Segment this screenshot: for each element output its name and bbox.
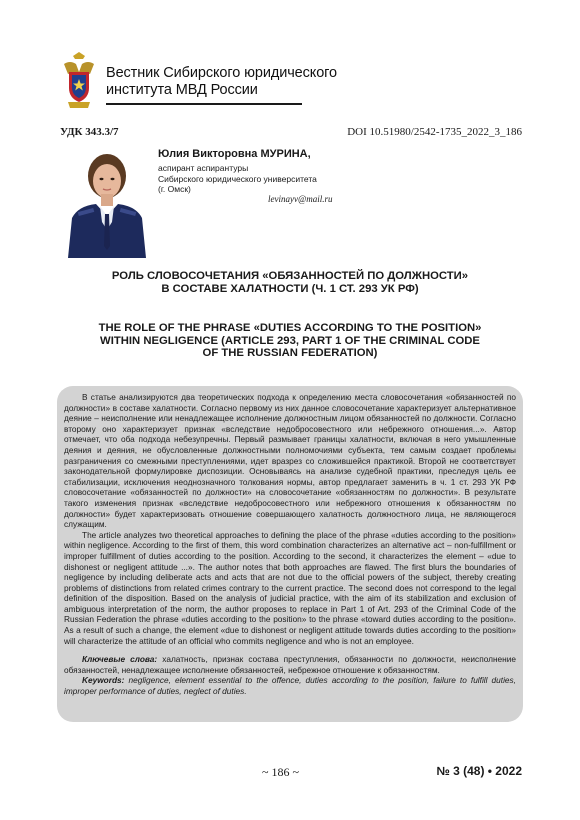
title-ru-line-2: В СОСТАВЕ ХАЛАТНОСТИ (Ч. 1 СТ. 293 УК РФ) [161, 283, 419, 295]
author-name: Юлия Викторовна МУРИНА, [158, 148, 311, 160]
issue-label: № 3 (48) • 2022 [436, 764, 522, 778]
keywords-en [64, 675, 516, 696]
abstract-ru: В статье анализируются два теоретических подхода к определению места словосочетания «обязанностей по должности» в составе халатности. Согласно первому из них данное словосочетание характеризует альтернативное деяние – неисполнение или ненадлежащее исполнение должностным лицом обязанностей по должности. Согласно второму оно характеризует признак «вследствие недобросовестного или небрежного отношения...». Автор отмечает, что оба подхода небезупречны. Первый размывает границы халатности, включая в него умышленные деяния и деяния, не обусловленные должностными полномочиями субъекта, тем самым создает проблемы разграничения со смежными преступлениями, идет вразрез со сложившейся практикой. Второй не соответствует законодательной формулировке диспозиции. Основываясь на анализе судебной практики, преследуя цель ее стабилизации, исключения неоднозначного толкования нормы, автор предлагает заменить в ч. 1 ст. 293 УК РФ словосочетание «обязанностей по должности» на словосочетание «обязанностям по должности». В результате такого изменения признак «вследствие недобросовестного или небрежного отношения к обязанностям по должности» будет характеризовать отношение совершающего халатность должностного лица, не являющегося служащим. [64, 392, 516, 530]
journal-header [60, 50, 360, 115]
author-affiliation: Сибирского юридического университета [158, 173, 317, 184]
journal-title [106, 65, 337, 99]
title-ru-line-1: РОЛЬ СЛОВОСОЧЕТАНИЯ «ОБЯЗАННОСТЕЙ ПО ДОЛЖНОСТИ» [111, 270, 469, 282]
title-en-line-3: OF THE RUSSIAN FEDERATION) [202, 347, 378, 359]
article-title-ru [60, 270, 520, 296]
title-en-line-1: THE ROLE OF THE PHRASE «DUTIES ACCORDING TO THE POSITION» [98, 322, 482, 334]
header-divider [106, 103, 302, 105]
author-photo [62, 146, 152, 258]
abstract-panel [57, 386, 523, 722]
keywords-ru [64, 654, 516, 675]
journal-emblem-icon [60, 50, 98, 112]
keywords-en-text: negligence, element essential to the offence, duties according to the position, failure to fulfill duties, improper performance of duties, neglect of duties. [64, 675, 516, 697]
abstract-content [64, 392, 516, 697]
doi-identifier: DOI 10.51980/2542-1735_2022_3_186 [347, 126, 522, 138]
title-en-line-2: WITHIN NEGLIGENCE (ARTICLE 293, PART 1 OF THE CRIMINAL CODE [100, 334, 480, 347]
keywords-ru-text: халатность, признак состава преступления, обязанности по должности, неисполнение обязанностей, ненадлежащее исполнение обязанностей, небрежное отношение к обязанностям. [64, 654, 516, 675]
page-number: ~ 186 ~ [262, 765, 299, 779]
udk-code: УДК 343.3/7 [60, 126, 119, 138]
keywords-en-label: Keywords: [82, 675, 125, 686]
journal-title-line-1: Вестник Сибирского юридического [106, 65, 338, 81]
abstract-en: The article analyzes two theoretical approaches to defining the place of the phrase «duties according to the position» within negligence. According to the first of them, this word combination characterizes an alternative act – non-fulfillment or improper fulfillment of duties according to the position. According to the second, it characterizes the element – «due to dishonest or negligent attitude ...». The author notes that both approaches are flawed. The first blurs the boundaries of negligence by including deliberate acts and acts that are not due to the official powers of the subject, thereby creating problems of distinctions from related crimes contrary to the current practice. The second does not correspond to the legal definition of the disposition. Based on the analysis of judicial practice, with the aim of its stabilization and exclusion of ambiguous interpretation of the norm, the author proposes to replace in Part 1 of Art. 293 of the Criminal Code of the Russian Federation the phrase «duties according to the position» to the phrase «toward duties according to the position». As a result of such a change, the element «due to dishonest or negligent attitude towards duties according to the position» will characterize the attitude of an official who commits negligence and who is not an employee. [64, 529, 516, 646]
journal-title-line-2: института МВД России [106, 82, 258, 98]
author-info [158, 148, 388, 195]
author-position: аспирант аспирантуры [158, 163, 249, 173]
author-email[interactable]: levinayv@mail.ru [268, 194, 333, 204]
article-title-en [60, 322, 520, 360]
author-city: (г. Омск) [158, 184, 191, 194]
keywords-ru-label: Ключевые слова: [82, 654, 158, 665]
